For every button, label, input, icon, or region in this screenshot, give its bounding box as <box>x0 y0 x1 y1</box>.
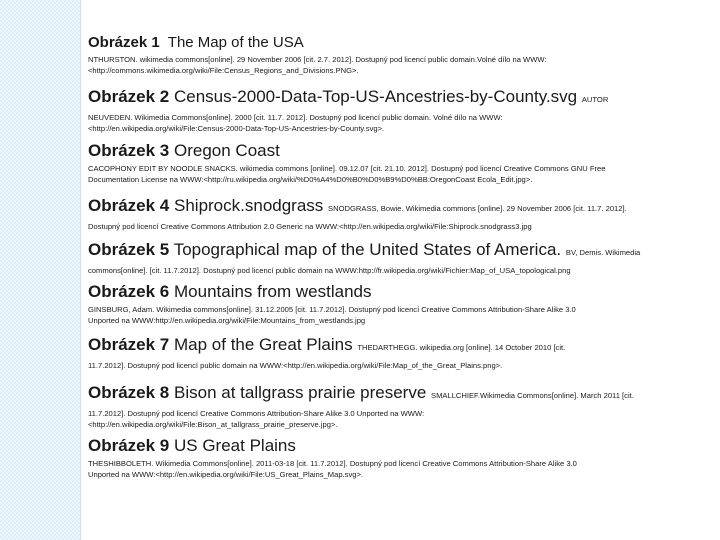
credit-heading <box>88 87 693 110</box>
credit-label: Obrázek 5 <box>88 240 170 259</box>
credit-label: Obrázek 6 <box>88 282 170 301</box>
credit-heading <box>88 34 693 52</box>
credit-title: Bison at tallgrass prairie preserve <box>174 383 427 402</box>
credit-title: US Great Plains <box>174 436 296 455</box>
credit-source: commons[online]. [cit. 11.7.2012]. Dostupný pod licencí public domain na WWW:http://fr.wikipedia.org/wiki/Fichier:Map_of_USA_topological.png <box>88 266 571 275</box>
credit-title: Census-2000-Data-Top-US-Ancestries-by-County.svg <box>174 87 578 106</box>
credit-heading <box>88 335 693 358</box>
credit-source: CACOPHONY EDIT BY NOODLE SNACKS. wikimedia commons [online]. 09.12.07 [cit. 21.10. 2012]. Dostupný pod licencí Creative Commons GNU Free Documentation License na WWW:<http://ru.wikipedia.org/wiki/%D0%A4%D0%B0%D0%B9%D0%BB:OregonCoast Ecola_Edit.jpg>. <box>88 164 606 184</box>
credit-source: NTHURSTON. wikimedia commons[online]. 29 November 2006 [cit. 2.7. 2012]. Dostupný pod licencí public domain.Volné dílo na WWW: <http://commons.wikimedia.org/wiki/File:Census_Regions_and_Divisions.PNG>. <box>88 55 547 75</box>
credit-title: Oregon Coast <box>174 141 280 160</box>
credit-label: Obrázek 8 <box>88 383 170 402</box>
credit-source: Dostupný pod licencí Creative Commons Attribution 2.0 Generic na WWW:<http://en.wikipedia.org/wiki/File:Shiprock.snodgrass3.jpg <box>88 222 532 231</box>
credit-entry-6 <box>88 282 693 326</box>
credit-heading <box>88 282 693 302</box>
credit-entry-1 <box>88 34 693 76</box>
credit-source: NEUVEDEN. Wikimedia Commons[online]. 2000 [cit. 11.7. 2012]. Dostupný pod licencí public domain. Volné dílo na WWW: <http://en.wikipedia.org/wiki/File:Census-2000-Data-Top-US-Ancestries-by-County.svg>. <box>88 113 503 133</box>
credit-heading <box>88 436 693 456</box>
credit-inline-source: BV, Demis. Wikimedia <box>565 248 641 257</box>
credit-label: Obrázek 1 <box>88 34 160 51</box>
credit-label: Obrázek 9 <box>88 436 170 455</box>
credit-label: Obrázek 4 <box>88 196 170 215</box>
credit-title: Mountains from westlands <box>174 282 372 301</box>
credit-source: THESHIBBOLETH. Wikimedia Commons[online]. 2011-03-18 [cit. 11.7.2012]. Dostupný pod licencí Creative Commons Attribution-Share Alike 3.0 Unported na WWW:<http://en.wikipedia.org/wiki/File:US_Great_Plains_Map.svg>. <box>88 459 577 479</box>
credit-entry-2 <box>88 87 693 134</box>
side-divider <box>80 0 81 540</box>
credit-label: Obrázek 7 <box>88 335 170 354</box>
credit-entry-4 <box>88 196 693 232</box>
credit-entry-5 <box>88 240 693 276</box>
credit-inline-source: THEDARTHEGG. wikipedia.org [online]. 14 October 2010 [cit. <box>357 343 566 352</box>
credit-source: 11.7.2012]. Dostupný pod licencí public domain na WWW:<http://en.wikipedia.org/wiki/File:Map_of_the_Great_Plains.png>. <box>88 361 503 370</box>
credit-inline-source: AUTOR <box>581 95 609 104</box>
decorative-side-pattern <box>0 0 80 540</box>
credit-source: GINSBURG, Adam. Wikimedia commons[online]. 31.12.2005 [cit. 11.7.2012]. Dostupný pod licencí Creative Commons Attribution-Share Alike 3.0 Unported na WWW:http://en.wikipedia.org/wiki/File:Mountains_from_westlands.jpg <box>88 305 576 325</box>
credit-entry-9 <box>88 436 693 480</box>
credit-heading <box>88 383 693 406</box>
credit-heading <box>88 240 693 263</box>
credit-title: Map of the Great Plains <box>174 335 353 354</box>
credit-label: Obrázek 2 <box>88 87 170 106</box>
credit-heading <box>88 141 693 161</box>
credit-entry-7 <box>88 335 693 371</box>
credit-label: Obrázek 3 <box>88 141 170 160</box>
credit-title: The Map of the USA <box>167 34 304 51</box>
credit-entry-8 <box>88 383 693 430</box>
credit-entry-3 <box>88 141 693 185</box>
credit-inline-source: SMALLCHIEF.Wikimedia Commons[online]. March 2011 [cit. <box>431 391 634 400</box>
credit-source: 11.7.2012]. Dostupný pod licencí Creative Commons Attribution-Share Alike 3.0 Unported na WWW: <http://en.wikipedia.org/wiki/File:Bison_at_tallgrass_prairie_preserve.jpg>. <box>88 409 425 429</box>
credit-title: Shiprock.snodgrass <box>174 196 324 215</box>
credit-title: Topographical map of the United States of America. <box>173 240 562 259</box>
credit-inline-source: SNODGRASS, Bowie. Wikimedia commons [online]. 29 November 2006 [cit. 11.7. 2012]. <box>328 204 627 213</box>
credit-heading <box>88 196 693 219</box>
